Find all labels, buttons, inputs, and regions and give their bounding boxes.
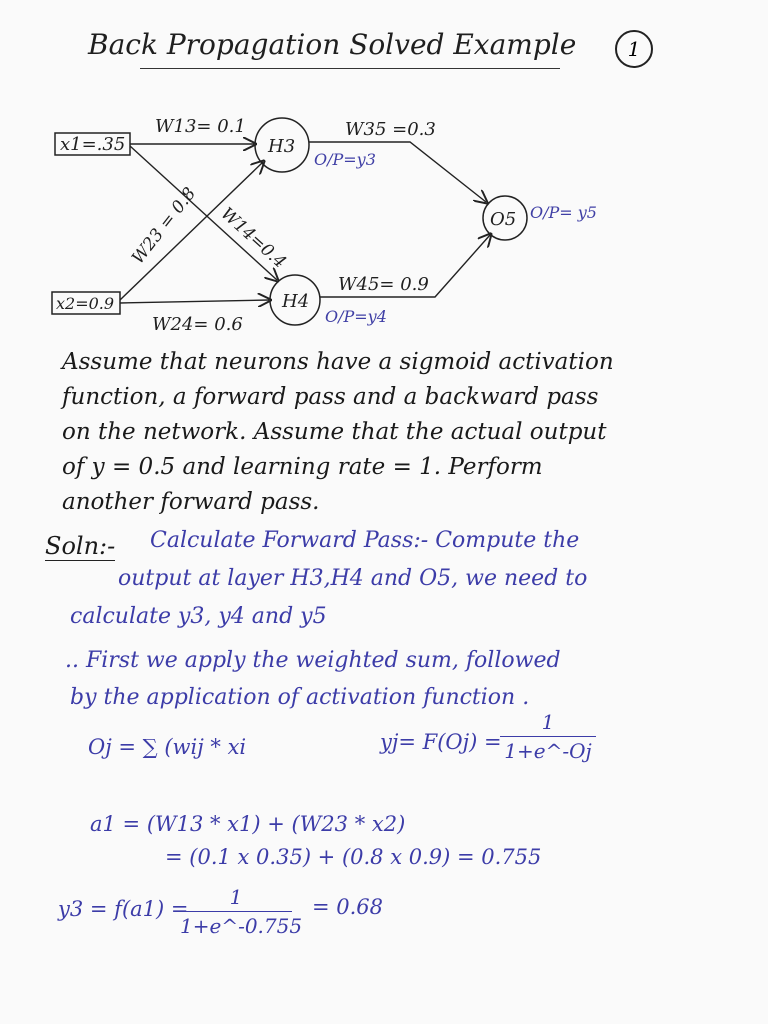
- output-y4-label: O/P=y4: [325, 307, 387, 326]
- edge-x2-h4: [120, 300, 269, 303]
- solution-line-3: calculate y3, y4 and y5: [70, 604, 327, 629]
- solution-line-5: by the application of activation function .: [70, 685, 530, 710]
- neural-network-diagram: [0, 90, 768, 350]
- a1-values: = (0.1 x 0.35) + (0.8 x 0.9) = 0.755: [165, 845, 542, 869]
- solution-label: Soln:-: [45, 532, 116, 560]
- solution-line-2: output at layer H3,H4 and O5, we need to: [118, 566, 588, 591]
- y3-result: = 0.68: [312, 895, 384, 919]
- weight-w23: W23 = 0.8: [128, 183, 201, 269]
- weight-w35: W35 =0.3: [345, 119, 436, 140]
- node-h4-label: H4: [282, 291, 310, 312]
- output-y3-label: O/P=y3: [314, 150, 376, 169]
- output-y5-label: O/P= y5: [530, 203, 597, 222]
- a1-equation: a1 = (W13 * x1) + (W23 * x2): [90, 812, 406, 836]
- weight-w13: W13= 0.1: [155, 116, 246, 137]
- problem-statement: Assume that neurons have a sigmoid activation function, a forward pass and a backward pass on the network. Assume that the actual output of y = 0.5 and learning rate = 1. Perform another forward pass.: [62, 349, 614, 515]
- solution-heading: Calculate Forward Pass:- Compute the: [150, 528, 580, 553]
- weight-w14: W14=0.4: [216, 203, 290, 273]
- solution-line-4: .. First we apply the weighted sum, followed: [65, 648, 561, 673]
- y3-fraction: [180, 885, 303, 938]
- input-x2-label: x2=0.9: [56, 294, 115, 313]
- sigmoid-numerator: 1: [541, 710, 555, 734]
- activation-equation: yj= F(Oj) =: [380, 730, 502, 754]
- input-x1-label: x1=.35: [60, 134, 126, 155]
- sigmoid-fraction: [500, 710, 596, 763]
- weight-w45: W45= 0.9: [338, 274, 429, 295]
- sigmoid-denominator: 1+e^-Oj: [504, 739, 592, 763]
- y3-numerator: 1: [229, 885, 243, 909]
- edge-x1-h4: [130, 146, 277, 280]
- y3-denominator: 1+e^-0.755: [180, 914, 303, 938]
- node-h3-label: H3: [268, 136, 296, 157]
- page-title: Back Propagation Solved Example: [88, 28, 577, 61]
- weight-w24: W24= 0.6: [152, 314, 243, 335]
- weighted-sum-equation: Oj = ∑ (wij * xi: [88, 735, 247, 759]
- y3-equation: y3 = f(a1) =: [58, 897, 189, 921]
- page-number-badge: 1: [615, 30, 653, 68]
- node-o5-label: O5: [490, 209, 517, 230]
- title-underline: [140, 68, 560, 69]
